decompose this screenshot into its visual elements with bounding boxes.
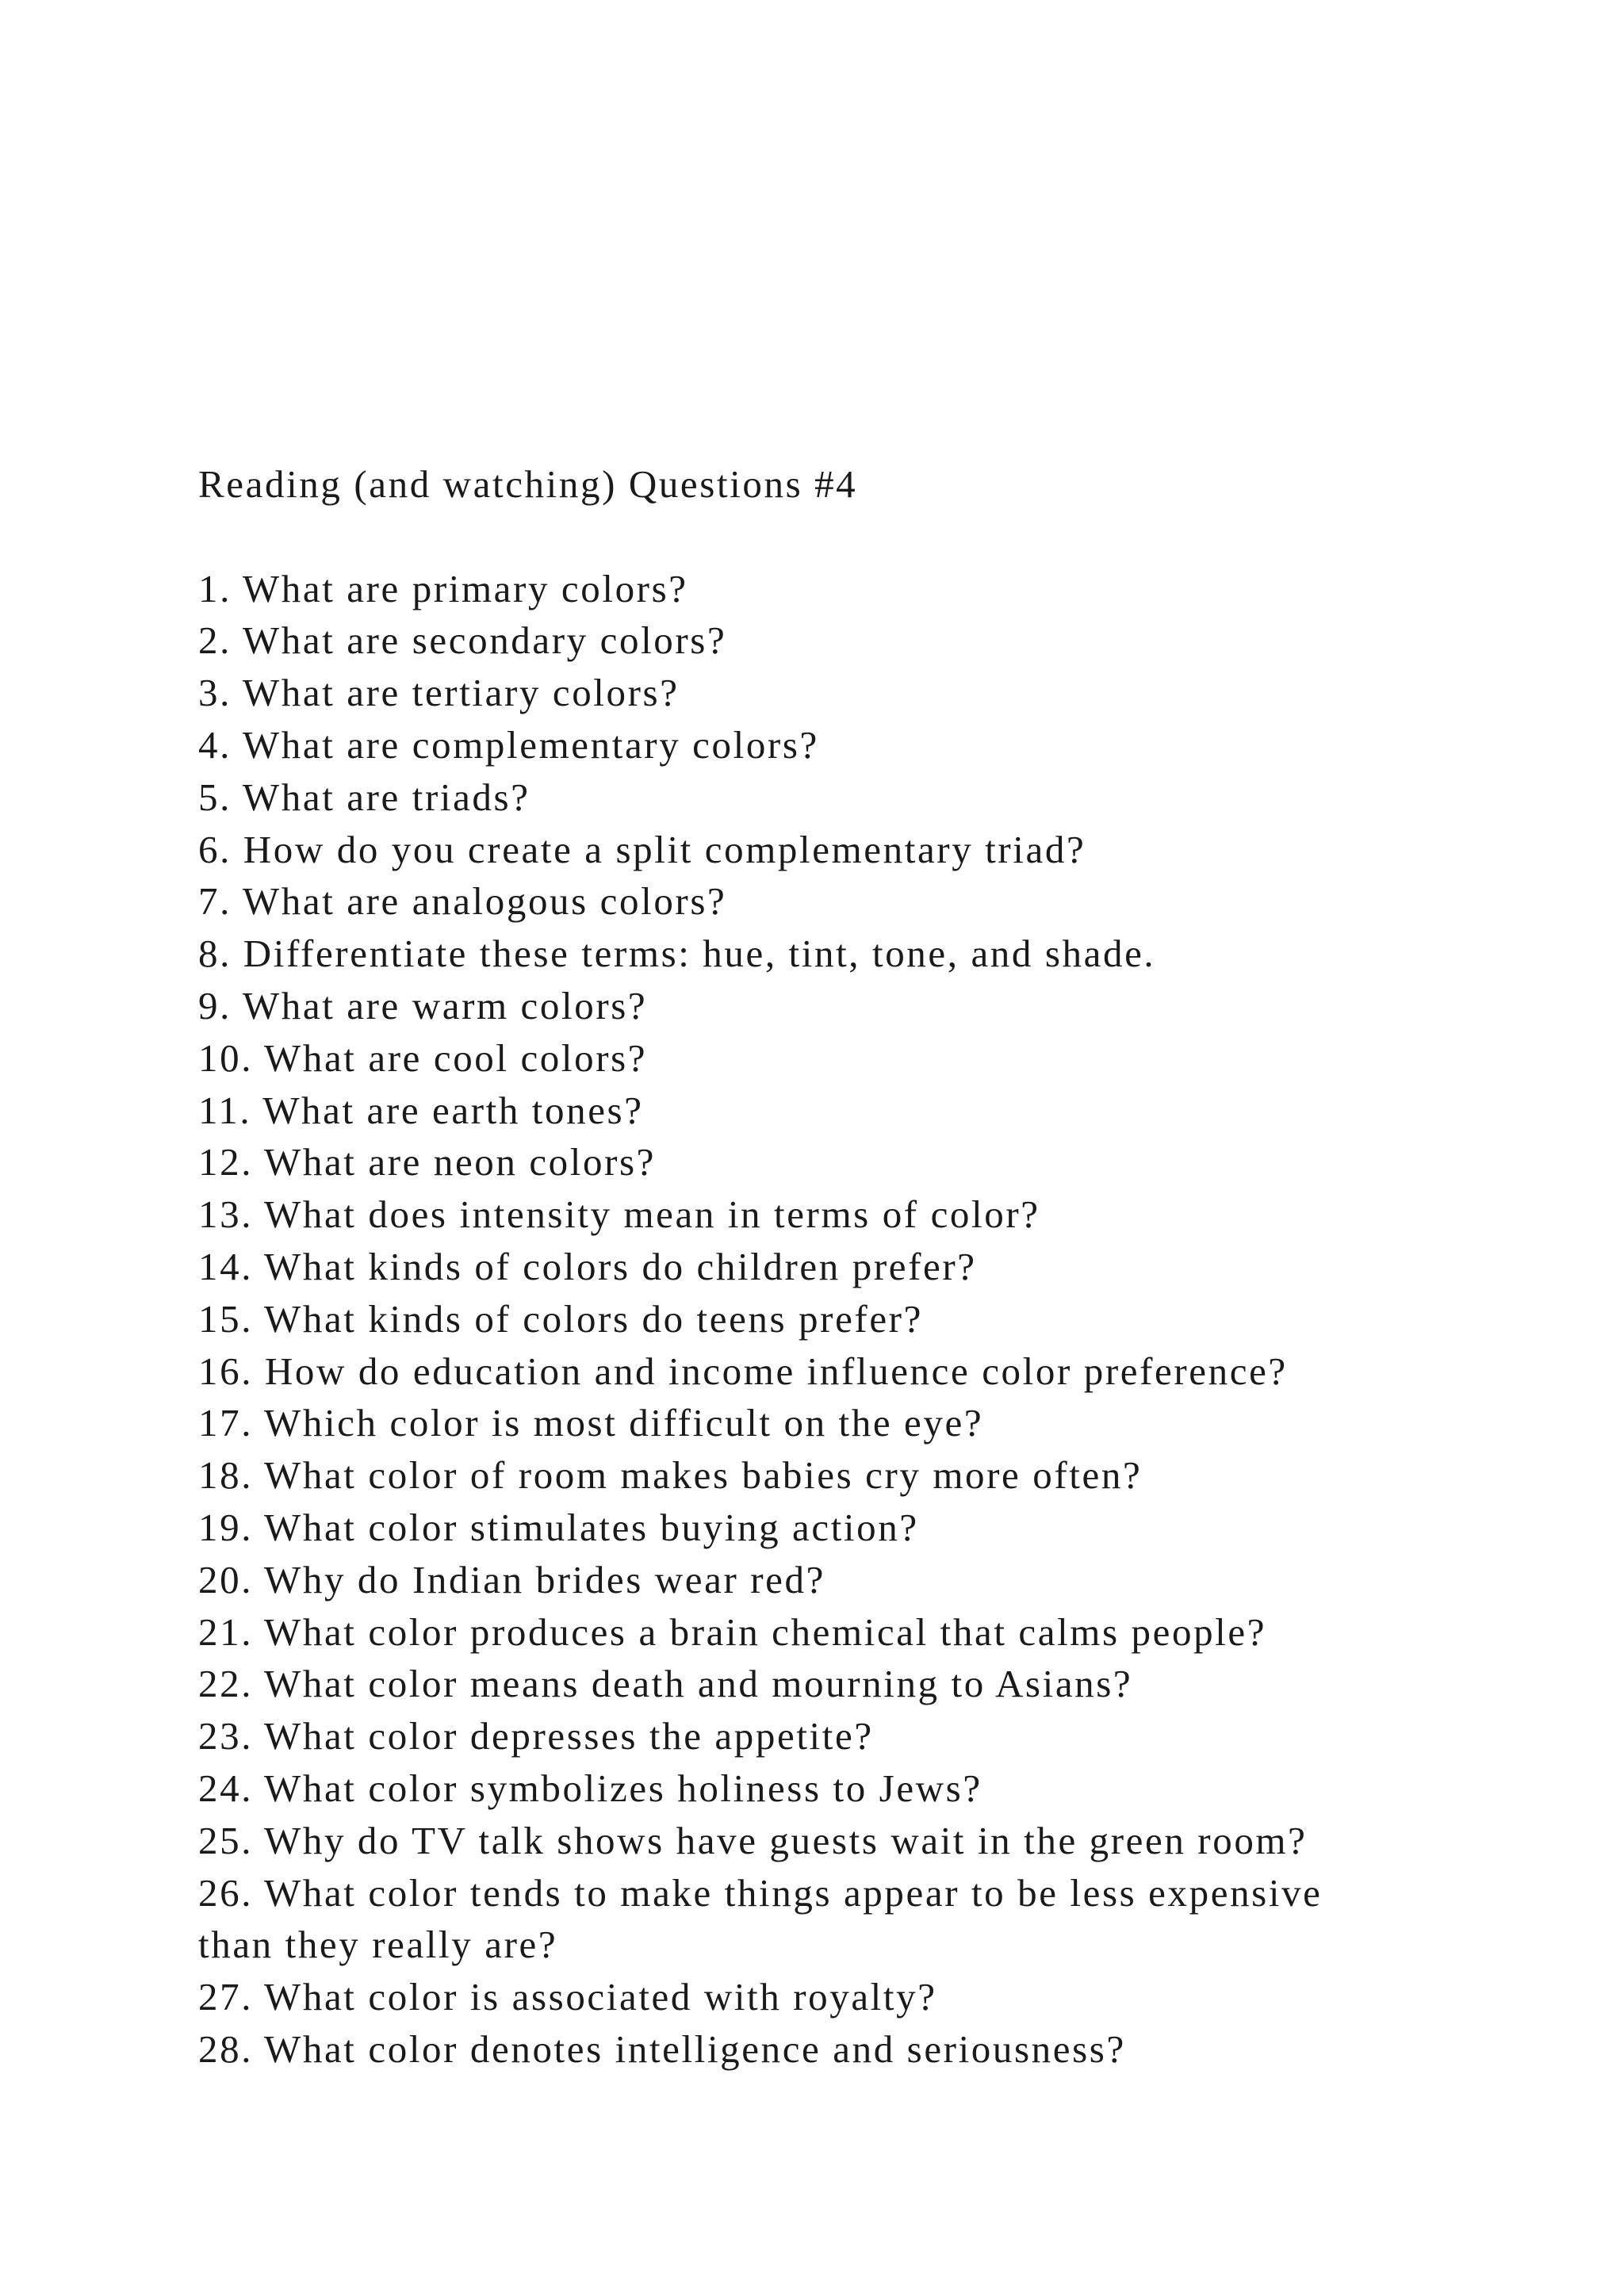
question-item: 5. What are triads? [198, 775, 530, 819]
question-item: 28. What color denotes intelligence and seriousness? [198, 2026, 1126, 2071]
document-content [198, 458, 1507, 2076]
question-item: 16. How do education and income influence color preference? [198, 1349, 1288, 1393]
question-item: 7. What are analogous colors? [198, 879, 727, 924]
question-item: 26. What color tends to make things appear to be less expensive than they really are? [198, 1870, 1323, 1967]
question-list [198, 563, 1507, 2076]
question-item: 1. What are primary colors? [198, 566, 688, 610]
question-item: 24. What color symbolizes holiness to Jews? [198, 1766, 982, 1810]
question-item: 6. How do you create a split complementary triad? [198, 827, 1086, 871]
question-item: 17. Which color is most difficult on the eye? [198, 1401, 984, 1445]
question-item: 13. What does intensity mean in terms of color? [198, 1192, 1040, 1237]
question-item: 8. Differentiate these terms: hue, tint, tone, and shade. [198, 932, 1156, 976]
question-item: 19. What color stimulates buying action? [198, 1505, 919, 1549]
document-title: Reading (and watching) Questions #4 [198, 462, 858, 506]
question-item: 2. What are secondary colors? [198, 618, 727, 663]
blank-line [198, 511, 1507, 563]
question-item: 23. What color depresses the appetite? [198, 1714, 874, 1758]
question-item: 20. Why do Indian brides wear red? [198, 1557, 825, 1601]
question-item: 14. What kinds of colors do children prefer? [198, 1244, 977, 1288]
question-item: 9. What are warm colors? [198, 983, 648, 1027]
question-item: 11. What are earth tones? [198, 1088, 644, 1132]
question-item: 21. What color produces a brain chemical that calms people? [198, 1609, 1267, 1654]
question-item: 25. Why do TV talk shows have guests wait in the green room? [198, 1818, 1308, 1862]
question-item: 15. What kinds of colors do teens prefer? [198, 1296, 923, 1341]
question-item: 10. What are cool colors? [198, 1035, 648, 1080]
question-item: 27. What color is associated with royalty? [198, 1975, 937, 2019]
question-item: 12. What are neon colors? [198, 1140, 657, 1184]
question-item: 18. What color of room makes babies cry more often? [198, 1453, 1143, 1498]
question-item: 3. What are tertiary colors? [198, 671, 680, 715]
question-item: 22. What color means death and mourning to Asians? [198, 1662, 1133, 1706]
question-item: 4. What are complementary colors? [198, 722, 819, 767]
